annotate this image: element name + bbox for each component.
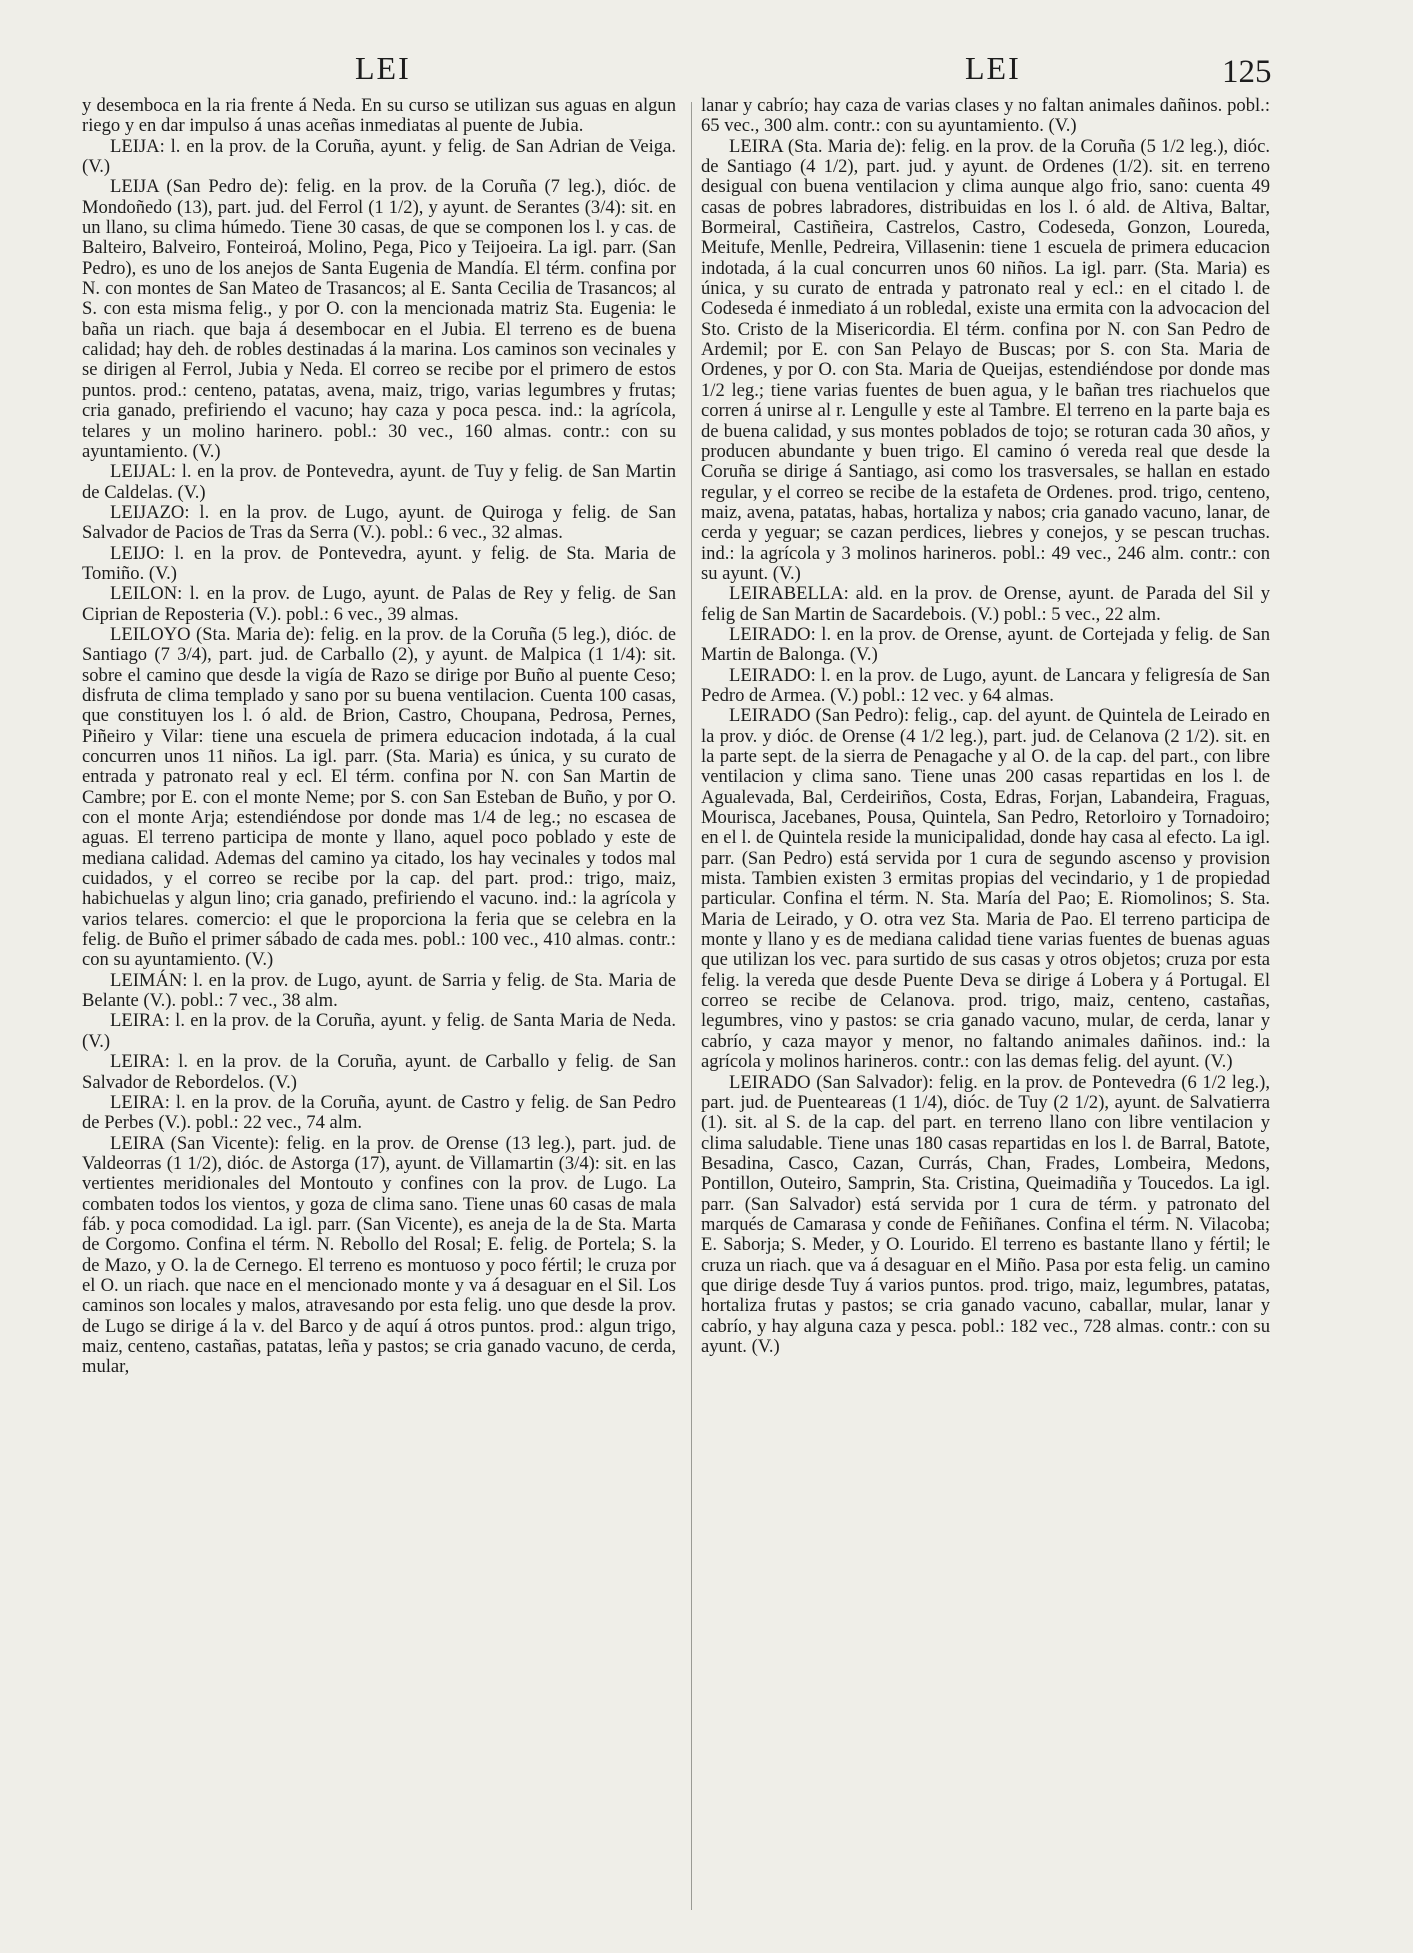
entry-leirado-orense: LEIRADO: l. en la prov. de Orense, ayunt. de Cortejada y felig. de San Martin de Balonga. (V.) (701, 623, 1270, 666)
entry-leijo: LEIJO: l. en la prov. de Pontevedra, ayunt. y felig. de Sta. Maria de Tomiño. (V.) (82, 542, 676, 584)
entry-leira-carballo: LEIRA: l. en la prov. de la Coruña, ayunt. de Carballo y felig. de San Salvador de Rebordelos. (V.) (82, 1051, 676, 1093)
entry-leijazo: LEIJAZO: l. en la prov. de Lugo, ayunt. de Quiroga y felig. de San Salvador de Pacios de Tras da Serra (V.). pobl.: 6 vec., 32 almas. (82, 501, 676, 544)
entry-leirado-lugo: LEIRADO: l. en la prov. de Lugo, ayunt. de Lancara y feligresía de San Pedro de Armea. (V.) pobl.: 12 vec. y 64 almas. (701, 664, 1270, 706)
left-column (82, 96, 676, 1378)
entry-leijal: LEIJAL: l. en la prov. de Pontevedra, ayunt. de Tuy y felig. de San Martin de Caldelas. (V.) (82, 461, 676, 503)
entry-leirado-san-salvador: LEIRADO (San Salvador): felig. en la prov. de Pontevedra (6 1/2 leg.), part. jud. de Puenteareas (1 1/4), dióc. de Tuy (2 1/2), ayunt. de Salvatierra (1). sit. al S. de la cap. del part. en terreno llano con libre ventilacion y clima saludable. Tiene unas 180 casas repartidas en los l. de Barral, Batote, Besadina, Casco, Cazan, Currás, Chan, Frades, Lombeira, Medons, Pontillon, Outeiro, Samprin, Sta. Cristina, Queimadiña y Toucedos. La igl. parr. (San Salvador) está servida por 1 cura de térm. y patronato del marqués de Camarasa y conde de Feñiñanes. Confina el térm. N. Vilacoba; E. Saborja; S. Meder, y O. Lourido. El terreno es bastante llano y fértil; le cruza un riach. que va á desaguar en el Miño. Pasa por esta felig. un camino que dirige desde Tuy á varios puntos. prod. trigo, maiz, legumbres, patatas, hortaliza frutas y pastos; se cria ganado vacuno, caballar, mular, lanar y cabrío, y hay alguna caza y pesca. pobl.: 182 vec., 728 almas. contr.: con su ayunt. (V.) (701, 1071, 1270, 1357)
entry-leira-sta-maria: LEIRA (Sta. Maria de): felig. en la prov. de la Coruña (5 1/2 leg.), dióc. de Santiago (4 1/2), part. jud. y ayunt. de Ordenes (1/2). sit. en terreno desigual con buena ventilacion y clima aunque algo frio, sano: cuenta 49 casas de pobres labradores, distribuidas en los l. ó ald. de Altiva, Baltar, Bormeiral, Castiñeira, Castrelos, Castro, Codeseda, Gonzon, Loureda, Meitufe, Menlle, Pedreira, Villasenin: tiene 1 escuela de primera educacion indotada, á la cual concurren unos 60 niños. La igl. parr. (Sta. Maria) es única, y su curato de entrada y patronato real y ecl.: en el citado l. de Codeseda é inmediato á un robledal, existe una ermita con la advocacion del Sto. Cristo de la Misericordia. El térm. confina por N. con San Pedro de Ardemil; por E. con San Pelayo de Buscas; por S. con Sta. Maria de Ordenes, y por O. con Sta. Maria de Queijas, estendiéndose por donde mas 1/2 leg.; tiene varias fuentes de buen agua, y le bañan tres riachuelos que corren á unirse al r. Lengulle y este al Tambre. El terreno en la parte baja es de buena calidad, y sus montes poblados de tojo; se roturan cada 30 años, y producen abundante y buen trigo. El camino ó vereda real que desde la Coruña se dirige á Santiago, asi como los trasversales, se hallan en estado regular, y el correo se recibe de la estafeta de Ordenes. prod. trigo, centeno, maiz, avena, patatas, habas, hortaliza y nabos; cria ganado vacuno, lanar, de cerda y yeguar; se cazan perdices, liebres y conejos, y se pescan truchas. ind.: la agrícola y 3 molinos harineros. pobl.: 49 vec., 246 alm. contr.: con su ayunt. (V.) (701, 135, 1270, 584)
entry-leiman: LEIMÁN: l. en la prov. de Lugo, ayunt. de Sarria y felig. de Sta. Maria de Belante (V.). pobl.: 7 vec., 38 alm. (82, 969, 676, 1012)
entry-leija: LEIJA: l. en la prov. de la Coruña, ayunt. y felig. de San Adrian de Veiga. (V.) (82, 135, 676, 178)
entry-continuation: y desemboca en la ria frente á Neda. En su curso se utilizan sus aguas en algun riego y en dar impulso á unas aceñas inmediatas al puente de Jubia. (82, 95, 676, 137)
entry-leija-san-pedro: LEIJA (San Pedro de): felig. en la prov. de la Coruña (7 leg.), dióc. de Mondoñedo (13), part. jud. del Ferrol (1 1/2), y ayunt. de Serantes (3/4): sit. en un llano, su clima húmedo. Tiene 30 casas, de que se componen los l. y cas. de Balteiro, Balveiro, Fonteiroá, Molino, Pega, Pico y Teijoeira. La igl. parr. (San Pedro), es uno de los anejos de Santa Eugenia de Mandía. El térm. confina por N. con montes de San Mateo de Trasancos; al E. Santa Cecilia de Trasancos; al S. con esta misma felig., y por O. con la mencionada matriz Sta. Eugenia: le baña un riach. que baja á desembocar en el Jubia. El terreno es de buena calidad; hay deh. de robles destinadas á la marina. Los caminos son vecinales y se dirigen al Ferrol, Jubia y Neda. El correo se recibe por el primero de estos puntos. prod.: centeno, patatas, avena, maiz, trigo, varias legumbres y frutas; cria ganado, prefiriendo el vacuno; hay caza y poca pesca. ind.: la agrícola, telares y un molino harinero. pobl.: 30 vec., 160 almas. contr.: con su ayuntamiento. (V.) (82, 176, 676, 462)
entry-leira-castro: LEIRA: l. en la prov. de la Coruña, ayunt. de Castro y felig. de San Pedro de Perbes (V.). pobl.: 22 vec., 74 alm. (82, 1091, 676, 1134)
running-head-left: LEI (355, 50, 411, 86)
entry-leirado-san-pedro: LEIRADO (San Pedro): felig., cap. del ayunt. de Quintela de Leirado en la prov. y dióc. de Orense (4 1/2 leg.), part. jud. de Celanova (2 1/2). sit. en la parte sept. de la sierra de Penagache y al O. de la cap. del part., con libre ventilacion y clima sano. Tiene unas 200 casas repartidas en los l. de Agualevada, Bal, Cerdeiriños, Costa, Edras, Forjan, Labandeira, Fraguas, Mourisca, Jacebanes, Pousa, Quintela, San Pedro, Retorloiro y Tornadoiro; en el l. de Quintela reside la municipalidad, donde hay casa al efecto. La igl. parr. (San Pedro) está servida por 1 cura de segundo ascenso y provision mista. Tambien existen 3 ermitas propias del vecindario, y 1 de propiedad particular. Confina el térm. N. Sta. María del Pao; E. Riomolinos; S. Sta. Maria de Leirado, y O. otra vez Sta. Maria de Pao. El terreno participa de monte y llano y es de mediana calidad tiene varias fuentes de buenas aguas que utilizan los vec. para surtido de sus casas y otros objetos; cruza por esta felig. la vereda que desde Puente Deva se dirige á Lobera y á Portugal. El correo se recibe de Celanova. prod. trigo, maiz, centeno, castañas, legumbres, vino y pastos: se cria ganado vacuno, mular, de cerda, lanar y cabrío, y caza mayor y menor, no faltando animales dañinos. ind.: la agrícola y molinos harineros. contr.: con las demas felig. del ayunt. (V.) (701, 705, 1270, 1073)
right-column (701, 96, 1270, 1357)
page-number: 125 (1222, 54, 1272, 90)
entry-leira-neda: LEIRA: l. en la prov. de la Coruña, ayunt. y felig. de Santa Maria de Neda. (V.) (82, 1010, 676, 1052)
running-head-right: LEI (965, 50, 1021, 86)
entry-leilon: LEILON: l. en la prov. de Lugo, ayunt. de Palas de Rey y felig. de San Ciprian de Reposteria (V.). pobl.: 6 vec., 39 almas. (82, 583, 676, 625)
column-divider (691, 102, 692, 1910)
entry-leira-san-vicente: LEIRA (San Vicente): felig. en la prov. de Orense (13 leg.), part. jud. de Valdeorras (1 1/2), dióc. de Astorga (17), ayunt. de Villamartin (3/4): sit. en las vertientes meridionales del Montouto y confines con la prov. de Lugo. La combaten todos los vientos, y goza de clima sano. Tiene unas 60 casas de mala fáb. y poca comodidad. La igl. parr. (San Vicente), es aneja de la de Sta. Marta de Corgomo. Confina el térm. N. Rebollo del Rosal; E. felig. de Portela; S. la de Mazo, y O. la de Cernego. El terreno es montuoso y poco fértil; le cruza por el O. un riach. que nace en el mencionado monte y va á desaguar en el Sil. Los caminos son locales y malos, atravesando por esta felig. uno que desde la prov. de Lugo se dirige á la v. del Barco y de aquí á otros puntos. prod.: algun trigo, maiz, centeno, castañas, patatas, leña y pastos; se cria ganado vacuno, de cerda, mular, (82, 1132, 676, 1378)
entry-continuation-right: lanar y cabrío; hay caza de varias clases y no faltan animales dañinos. pobl.: 65 vec., 300 alm. contr.: con su ayuntamiento. (V.) (701, 95, 1270, 137)
entry-leiloyo: LEILOYO (Sta. Maria de): felig. en la prov. de la Coruña (5 leg.), dióc. de Santiago (7 3/4), part. jud. de Carballo (2), y ayunt. de Malpica (1 1/4): sit. sobre el camino que desde la vigía de Razo se dirige por Buño al puente Ceso; disfruta de clima templado y sano por su buena ventilacion. Cuenta 100 casas, que constituyen los l. ó ald. de Brion, Castro, Choupana, Pedrosa, Pernes, Piñeiro y Vilar: tiene una escuela de primera educacion indotada, á la cual concurren unos 11 niños. La igl. parr. (Sta. Maria) es única, y su curato de entrada y patronato real y ecl. El térm. confina por N. con San Martin de Cambre; por E. con el monte Neme; por S. con San Esteban de Buño, y por O. con el monte Arja; estendiéndose por donde mas 1/4 de leg.; no escasea de aguas. El terreno participa de monte y llano, aquel poco poblado y este de mediana calidad. Ademas del camino ya citado, los hay vecinales y todos mal cuidados, y el correo se recibe por la cap. del part. prod.: trigo, maiz, habichuelas y algun lino; cria ganado, prefiriendo el vacuno. ind.: la agrícola y varios telares. comercio: el que le proporciona la feria que se celebra en la felig. de Buño el primer sábado de cada mes. pobl.: 100 vec., 410 almas. contr.: con su ayuntamiento. (V.) (82, 623, 676, 971)
entry-leirabella: LEIRABELLA: ald. en la prov. de Orense, ayunt. de Parada del Sil y felig de San Martin de Sacardebois. (V.) pobl.: 5 vec., 22 alm. (701, 583, 1270, 625)
